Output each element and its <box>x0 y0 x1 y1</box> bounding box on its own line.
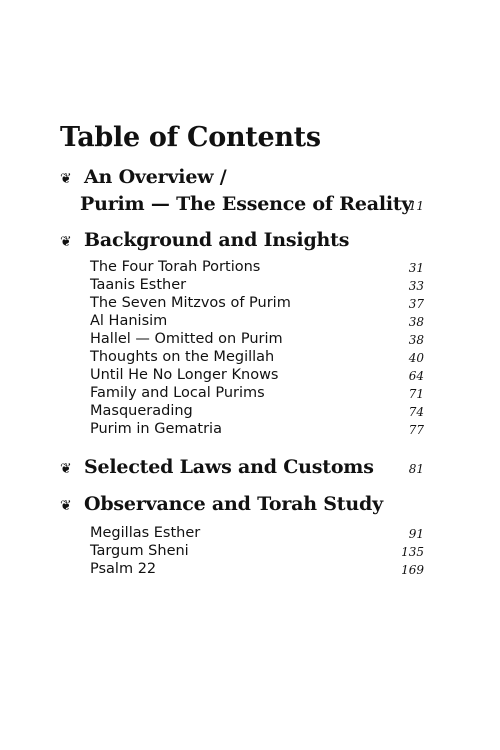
toc-entry <box>90 277 424 295</box>
toc-entry <box>90 421 424 439</box>
toc-entry <box>90 313 424 331</box>
toc-entry <box>90 385 424 403</box>
toc-entry-label: Until He No Longer Knows <box>90 367 279 383</box>
toc-entry-page: 38 <box>408 333 424 347</box>
fleuron-icon: ❦ <box>60 234 72 250</box>
section-heading-laws-label: Selected Laws and Customs <box>84 456 374 478</box>
section-heading-overview-line2: Purim — The Essence of Reality <box>80 193 413 215</box>
page-number-laws: 81 <box>408 462 424 476</box>
toc-entry-page: 74 <box>408 405 424 419</box>
toc-entry-page: 31 <box>408 261 424 275</box>
section-heading-overview <box>60 166 227 188</box>
section-heading-overview-line1: An Overview / <box>84 166 227 188</box>
toc-entry <box>90 331 424 349</box>
toc-entry-page: 38 <box>408 315 424 329</box>
section-heading-background-label: Background and Insights <box>84 229 350 251</box>
toc-entry-label: Megillas Esther <box>90 525 201 541</box>
toc-entry-label: The Four Torah Portions <box>90 259 261 275</box>
toc-entry <box>90 525 424 543</box>
toc-entry-page: 71 <box>408 387 424 401</box>
section-heading-observance-label: Observance and Torah Study <box>84 493 383 515</box>
toc-entry-label: Psalm 22 <box>90 561 157 577</box>
toc-entry-label: Targum Sheni <box>90 543 189 559</box>
toc-entry <box>90 561 424 579</box>
toc-entry-page: 40 <box>408 351 424 365</box>
fleuron-icon: ❦ <box>60 498 72 514</box>
fleuron-icon: ❦ <box>60 171 72 187</box>
toc-entry-label: Purim in Gematria <box>90 421 222 437</box>
toc-entry-page: 91 <box>408 527 424 541</box>
toc-entry <box>90 295 424 313</box>
toc-entry-page: 64 <box>408 369 424 383</box>
fleuron-icon: ❦ <box>60 461 72 477</box>
toc-entry-label: Thoughts on the Megillah <box>90 349 275 365</box>
toc-entry <box>90 367 424 385</box>
section-heading-laws <box>60 456 374 478</box>
page-title: Table of Contents <box>60 122 321 153</box>
toc-entry <box>90 403 424 421</box>
section-heading-observance <box>60 493 383 515</box>
toc-entry-page: 135 <box>401 545 424 559</box>
toc-entry <box>90 349 424 367</box>
toc-entry-label: Masquerading <box>90 403 193 419</box>
toc-entry-label: Taanis Esther <box>90 277 187 293</box>
toc-entry-page: 77 <box>408 423 424 437</box>
toc-entry-label: Family and Local Purims <box>90 385 265 401</box>
toc-entry-label: The Seven Mitzvos of Purim <box>90 295 291 311</box>
toc-entry-page: 169 <box>401 563 424 577</box>
page-number-overview: 11 <box>408 199 424 213</box>
toc-entry <box>90 259 424 277</box>
toc-entry-label: Al Hanisim <box>90 313 168 329</box>
toc-entry-label: Hallel — Omitted on Purim <box>90 331 283 347</box>
toc-entry <box>90 543 424 561</box>
toc-entry-page: 33 <box>408 279 424 293</box>
toc-entry-page: 37 <box>408 297 424 311</box>
section-heading-background <box>60 229 349 251</box>
